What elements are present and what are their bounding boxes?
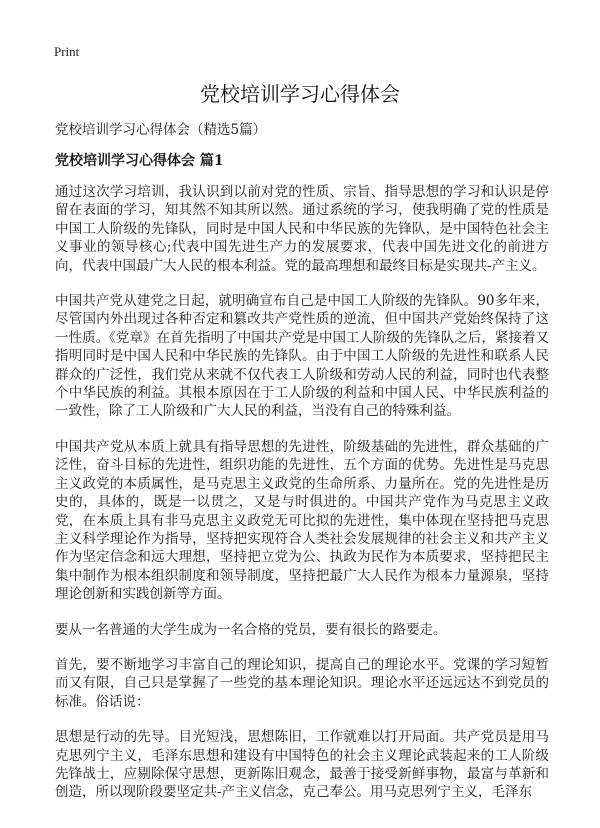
- document-body: [55, 183, 549, 819]
- body-paragraph: 思想是行动的先导。目光短浅，思想陈旧，工作就难以打开局面。共产党员是用马克思列宁主义，毛泽东思想和建设有中国特色的社会主义理论武装起来的工人阶级先锋战士，应剔除保守思想，更新陈旧观念，最善于接受新鲜事物，最富与革新和创造，所以现阶段要坚定共-产主义信念，克己奉公。用马克思列宁主义，毛泽东: [55, 729, 549, 801]
- section-heading: 党校培训学习心得体会 篇1: [55, 153, 224, 169]
- document-title: 党校培训学习心得体会: [200, 82, 400, 106]
- body-paragraph: 首先，要不断地学习丰富自己的理论知识，提高自己的理论水平。党课的学习短暂而又有限，自己只是掌握了一些党的基本理论知识。理论水平还远远达不到党员的标准。俗话说：: [55, 656, 549, 710]
- body-paragraph: 要从一名普通的大学生成为一名合格的党员，要有很长的路要走。: [55, 621, 447, 638]
- body-paragraph: 通过这次学习培训，我认识到以前对党的性质、宗旨、指导思想的学习和认识是停留在表面的学习，知其然不知其所以然。通过系统的学习，使我明确了党的性质是中国工人阶级的先锋队，同时是中国人民和中华民族的先锋队，是中国特色社会主义事业的领导核心;代表中国先进生产力的发展要求，代表中国先进文化的前进方向，代表中国最广大人民的根本利益。党的最高理想和最终目标是实现共-产主义。: [55, 184, 549, 274]
- document-subtitle: 党校培训学习心得体会（精选5篇）: [55, 122, 267, 138]
- body-paragraph: 中国共产党从本质上就具有指导思想的先进性，阶级基础的先进性，群众基础的广泛性，奋斗目标的先进性，组织功能的先进性，五个方面的优势。先进性是马克思主义政党的本质属性，是马克思主义政党的生命所系、力量所在。党的先进性是历史的，具体的，既是一以贯之，又是与时俱进的。中国共产党作为马克思主义政党，在本质上具有非马克思主义政党无可比拟的先进性，集中体现在坚持把马克思主义科学理论作为指导，坚持把实现符合人类社会发展规律的社会主义和共产主义作为坚定信念和远大理想，坚持把立党为公、执政为民作为本质要求，坚持把民主集中制作为根本组织制度和领导制度，坚持把最广大人民作为根本力量源泉，坚持理论创新和实践创新等方面。: [55, 438, 549, 603]
- body-paragraph: 中国共产党从建党之日起，就明确宣布自己是中国工人阶级的先锋队。90多年来，尽管国内外出现过各种否定和篡改共产党性质的逆流，但中国共产党始终保持了这一性质。《党章》在首先指明了中国共产党是中国工人阶级的先锋队之后，紧接着又指明同时是中国人民和中华民族的先锋队。由于中国工人阶级的先进性和联系人民群众的广泛性，我们党从来就不仅代表工人阶级和劳动人民的利益，同时也代表整个中华民族的利益。其根本原因在于工人阶级的利益和中国人民、中华民族利益的一致性，除了工人阶级和广大人民的利益，当没有自己的特殊利益。: [55, 293, 549, 420]
- print-link[interactable]: Print: [54, 44, 80, 59]
